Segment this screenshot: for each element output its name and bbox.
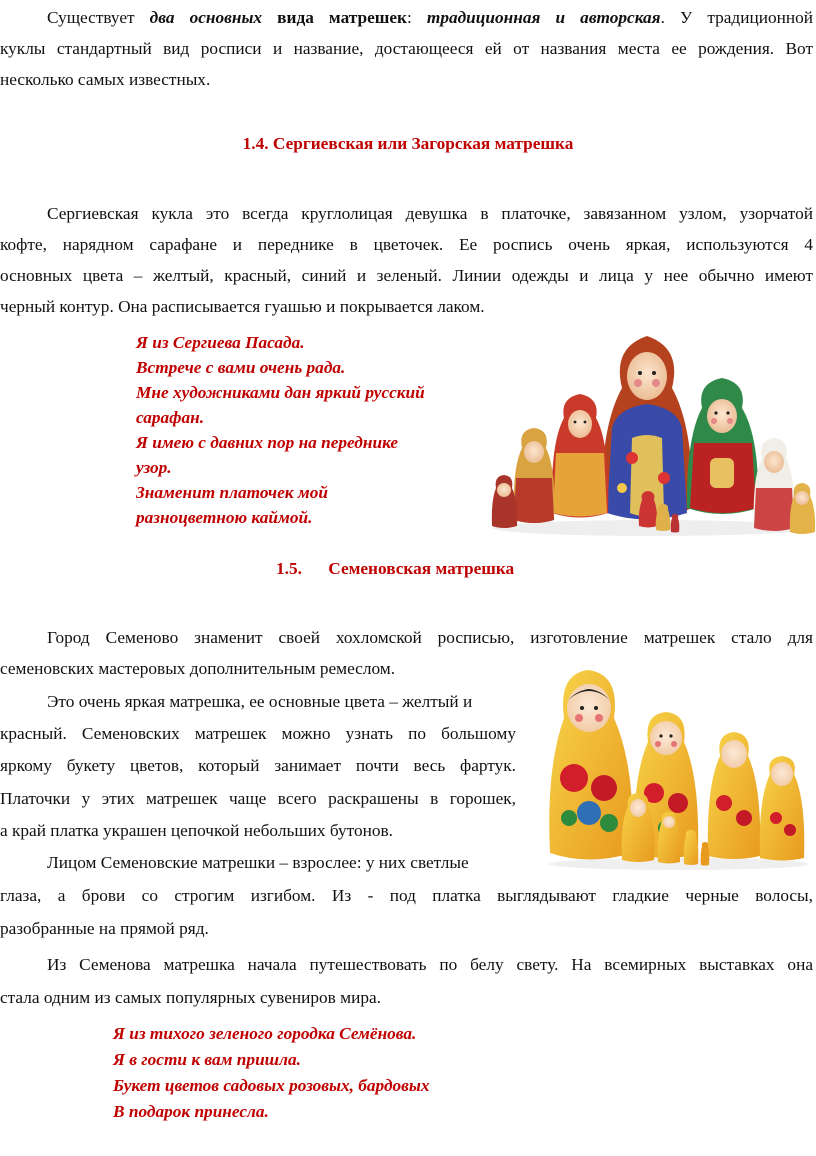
doll-green [687,378,758,514]
poem-line: разноцветною каймой. [136,508,313,527]
semenov-line-12: стала одним из самых популярных сувениров мира. [0,988,381,1007]
semenov-line-3: Это очень яркая матрешка, ее основные цвета – желтый и [47,692,473,711]
semenov-line-1: Город Семеново знаменит своей хохломской росписью, изготовление матрешек стало для [47,628,813,647]
doll-mid-left [552,394,609,518]
intro-emph-types: вида матрешек [277,8,407,27]
semenov-matryoshka-image [544,668,812,870]
semenov-poem [113,1021,430,1125]
sergiev-poem [136,330,425,530]
doll-tiny-right [790,483,815,534]
semenov-line-11: Из Семенова матрешка начала путешествовать по белу свету. На всемирных выставках она [47,955,813,974]
intro-line-3: несколько самых известных. [0,70,211,89]
intro-text-a: Существует [47,8,135,27]
intro-line-1 [0,2,813,34]
intro-emph-two-main: два основных [149,8,263,27]
semenov-line-9: глаза, а брови со строгим изгибом. Из - под платка выглядывают гладкие черные волосы, [0,886,813,905]
section-heading-title: Семеновская матрешка [328,559,515,578]
poem-line: Знаменит платочек мой [136,483,328,502]
section-heading-semenov [276,559,616,579]
poem-line: Я в гости к вам пришла. [113,1050,301,1069]
sergiev-line-4: черный контур. Она расписывается гуашью и покрывается лаком. [0,297,485,316]
poem-line: сарафан. [136,408,205,427]
poem-line: Я имею с давних пор на переднике [136,433,398,452]
semenov-line-6: Платочки у этих матрешек чаще всего раскрашены в горошек, [0,789,516,808]
intro-colon: : [406,8,412,27]
intro-text-b: . У традиционной [660,8,813,27]
poem-line: Встрече с вами очень рада. [136,358,346,377]
semenov-line-7: а край платка украшен цепочкой небольших бутонов. [0,821,393,840]
doll-semenov-3 [708,732,761,859]
intro-line-2: куклы стандартный вид росписи и название, достающееся ей от названия места ее рождения. Вот [0,39,813,58]
semenov-line-8: Лицом Семеновские матрешки – взрослее: у них светлые [47,853,469,872]
poem-line: Я из Сергиева Пасада. [136,333,305,352]
sergiev-line-2: кофте, нарядном сарафане и переднике в цветочек. Ее роспись очень яркая, используются 4 [0,235,813,254]
semenov-line-10: разобранные на прямой ряд. [0,919,209,938]
poem-line: узор. [136,458,172,477]
section-heading-number: 1.5. [276,559,302,578]
poem-line: Я из тихого зеленого городка Семёнова. [113,1024,417,1043]
doll-small-right [754,438,795,531]
doll-small-left [514,428,555,523]
semenov-line-2: семеновских мастеровых дополнительным ремеслом. [0,659,396,678]
poem-line: В подарок принесла. [113,1102,269,1121]
sergiev-matryoshka-image [482,328,816,540]
poem-line: Мне художниками дан яркий русский [136,383,425,402]
semenov-line-4: красный. Семеновских матрешек можно узнать по большому [0,724,516,743]
intro-emph-kinds: традиционная и авторская [426,8,661,27]
semenov-line-5: яркому букету цветов, который занимает почти весь фартук. [0,756,516,775]
section-heading-sergiev: 1.4. Сергиевская или Загорская матрешка [242,134,574,153]
sergiev-line-1: Сергиевская кукла это всегда круглолицая девушка в платочке, завязанном узлом, узорчатой [47,204,813,223]
doll-semenov-4 [760,756,805,861]
poem-line: Букет цветов садовых розовых, бардовых [113,1076,430,1095]
doll-tiny-left [492,475,517,528]
doll-semenov-large [549,670,632,860]
sergiev-line-3: основных цвета – желтый, красный, синий и зеленый. Линии одежды и лица у нее обычно имеют [0,266,813,285]
